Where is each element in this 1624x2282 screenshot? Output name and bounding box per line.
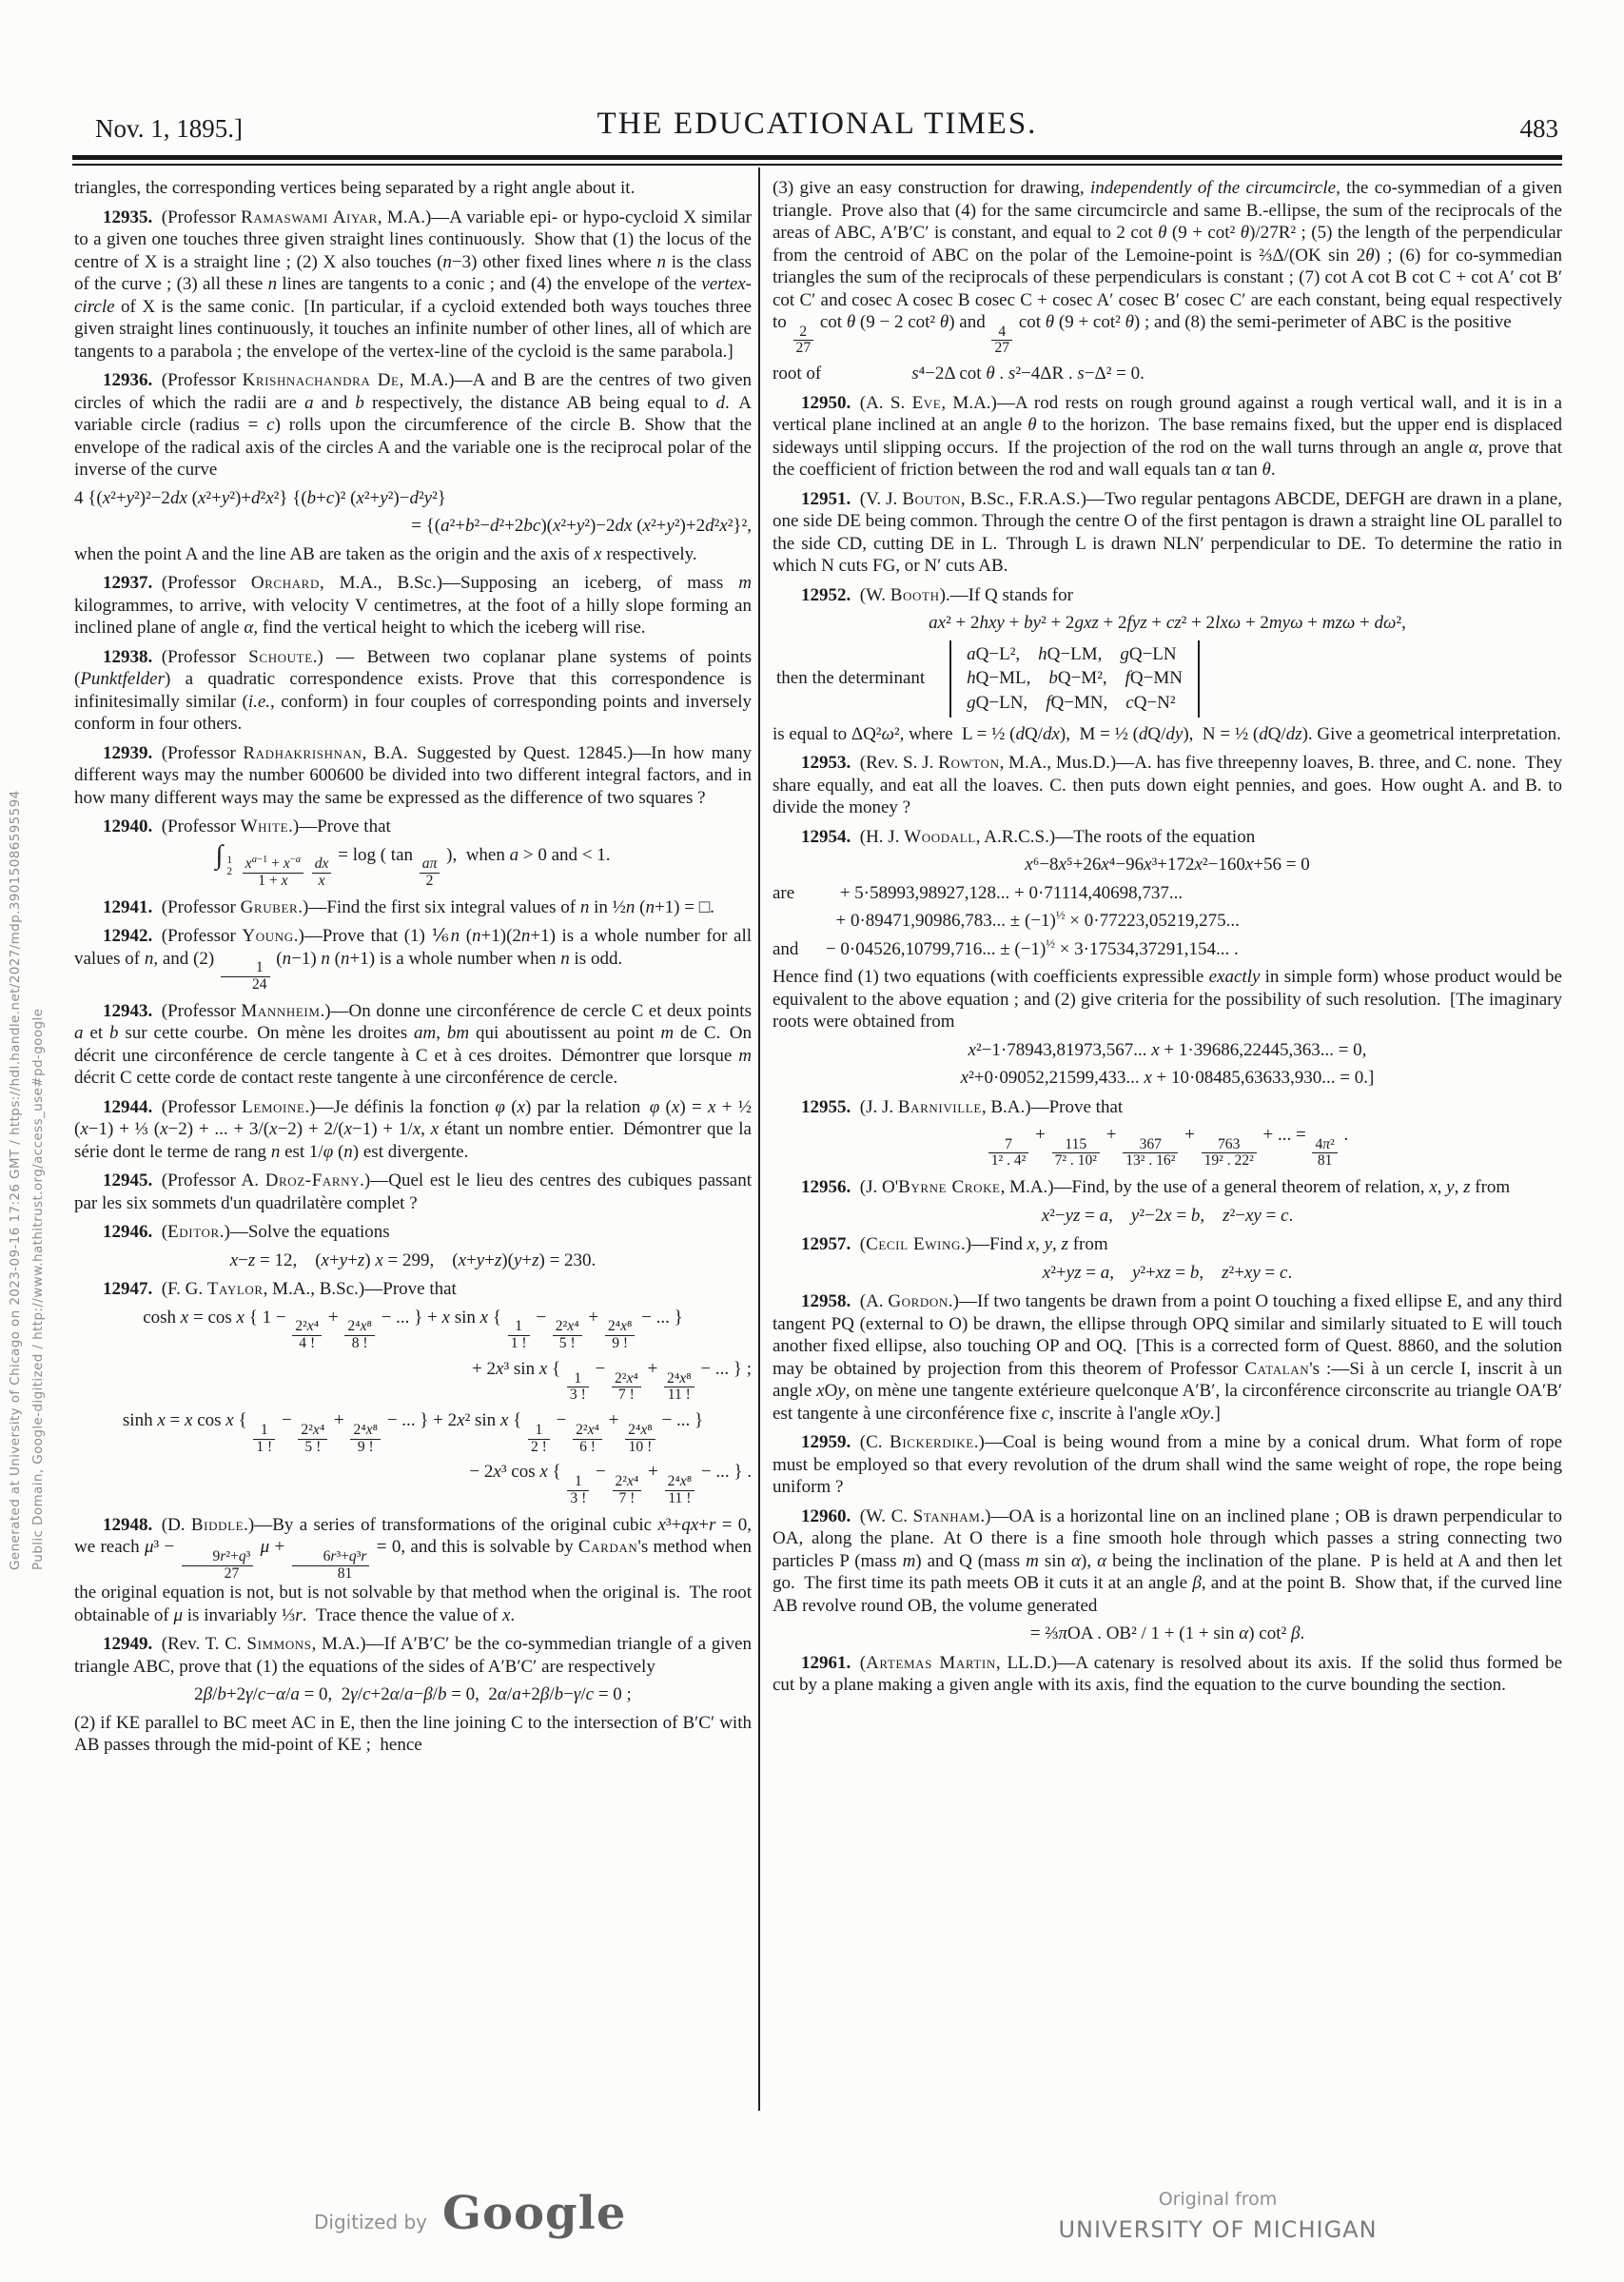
institution-label: UNIVERSITY OF MICHIGAN	[1058, 2216, 1378, 2243]
paragraph: 12944. (Professor Lemoine.)—Je définis la fonction φ (x) par la relation φ (x) = x + ½ (x−1) + ⅓ (x−2) + ... + 3/(x−2) + 2/(x−1) + 1/x, x étant un nombre entier. Démontrer que la série dont le terme de rang n est 1/φ (n) est divergente.	[74, 1096, 752, 1162]
column-left	[74, 177, 752, 1757]
paragraph: 12947. (F. G. Taylor, M.A., B.Sc.)—Prove that	[103, 1279, 457, 1300]
formula-line: = ⅔πOA . OB² / 1 + (1 + sin α) cot² β.	[1029, 1623, 1305, 1644]
paragraph: triangles, the corresponding vertices being separated by a right angle about it.	[74, 178, 636, 198]
paragraph: 12945. (Professor A. Droz-Farny.)—Quel est le lieu des centres des cubiques passant par les six sommets d'un quadrilatère complet ?	[74, 1171, 752, 1213]
determinant-row: aQ−L², hQ−LM, gQ−LN	[967, 643, 1177, 664]
paragraph: when the point A and the line AB are taken as the origin and the axis of x respectively.	[74, 543, 697, 564]
paragraph: 12942. (Professor Young.)—Prove that (1) ⅙n (n+1)(2n+1) is a whole number for all values of n, and (2) $\frac{1}{24}$ (n−1) n (n+1) is a whole number when n is odd.	[74, 926, 753, 993]
paragraph: 12959. (C. Bickerdike.)—Coal is being wound from a mine by a conical drum. What form of rope must be employed so that every revolution of the drum shall wind the same weight of rope, the rope being uniform ?	[773, 1432, 1562, 1498]
column-divider	[758, 167, 760, 2111]
paragraph: 12955. (J. J. Barniville, B.A.)—Prove that	[801, 1096, 1124, 1117]
formula-line: x−z = 12, (x+y+z) x = 299, (x+y+z)(y+z) = 230.	[229, 1249, 597, 1270]
determinant-matrix	[949, 640, 1200, 718]
formula-line: ax² + 2hxy + by² + 2gxz + 2fyz + cz² + 2lxω + 2myω + mzω + dω²,	[929, 613, 1406, 634]
formula-line: $\frac{7}{\text{1² . 4²}}$ + $\frac{115}{\text{7² . 10²}}$ + $\frac{367}{\text{13² . 16²}}$ + $\frac{763}{\text{19² . 22²}}$ + ... = $\frac{\text{4π²}}{81}$ .	[773, 1124, 1562, 1170]
header-rule-thin	[72, 164, 1562, 166]
page-number: 483	[1519, 114, 1558, 143]
formula-line: cosh x = cos x { 1 − $\frac{\text{2²x⁴}}{4 !}$ + $\frac{\text{2⁴x⁸}}{8 !}$ − ... } + x sin x { $\frac{1}{1 !}$ − $\frac{\text{2²x⁴}}{5 !}$ + $\frac{\text{2⁴x⁸}}{9 !}$ − ... }	[143, 1307, 683, 1352]
sidebar-watermark-line-2: Public Domain, Google-digitized / http://www.hathitrust.org/access_use#pd-google	[30, 1008, 46, 1570]
determinant-formula	[776, 640, 1562, 718]
formula-line: − 2x³ cos x { $\frac{1}{3 !}$ − $\frac{\text{2²x⁴}}{7 !}$ + $\frac{\text{2⁴x⁸}}{11 !}$ − ... } .	[469, 1462, 752, 1506]
formula-line: x²−1·78943,81973,567... x + 1·39686,22445,363... = 0,	[968, 1039, 1367, 1060]
paragraph: 12948. (D. Biddle.)—By a series of transformations of the original cubic x³+qx+r = 0, we reach μ³ − $\frac{\text{9r²+q³}}{27}$ μ + $\frac{\text{6r³+q³r}}{81}$ = 0, and this is solvable by Cardan's method when the original equation is not, but is not solvable by that method when the original is. The root obtainable of μ is invariably ⅓r. Trace thence the value of x.	[74, 1514, 753, 1625]
formula-line: 4 {(x²+y²)²−2dx (x²+y²)+d²x²} {(b+c)² (x²+y²)−d²y²}	[74, 487, 446, 508]
issue-date: Nov. 1, 1895.]	[95, 114, 243, 143]
paragraph: 12938. (Professor Schoute.) — Between two coplanar plane systems of points (Punktfelder) a quadratic correspondence exists. Prove that this correspondence is infinitesimally similar (i.e., conform) in four couples of corresponding points and inversely conform in four others.	[74, 646, 752, 734]
footer-original	[1023, 2189, 1413, 2243]
paragraph: 12946. (Editor.)—Solve the equations	[103, 1222, 390, 1243]
paragraph: 12937. (Professor Orchard, M.A., B.Sc.)—Supposing an iceberg, of mass m kilogrammes, to arrive, with velocity V centimetres, at the foot of a hilly slope forming an inclined plane of angle α, find the vertical height to which the iceberg will rise.	[74, 573, 752, 638]
formula-line: 2β/b+2γ/c−α/a = 0, 2γ/c+2α/a−β/b = 0, 2α/a+2β/b−γ/c = 0 ;	[194, 1684, 632, 1705]
paragraph: Hence find (1) two equations (with coefficients expressible exactly in simple form) whose product would be equivalent to the above equation ; and (2) give criteria for the possibility of such resolution. [The imaginary roots were obtained from	[773, 967, 1562, 1033]
paragraph: (3) give an easy construction for drawing, independently of the circumcircle, the co-symmedian of a given triangle. Prove also that (4) for the same circumcircle and same B.-ellipse, the sum of the reciprocals of the areas of ABC, A′B′C′ is constant, and equal to 2 cot θ (9 + cot² θ)/27R² ; (5) the length of the perpendicular from the centroid of ABC on the polar of the Lemoine-point is ⅔Δ/(OK sin 2θ) ; (6) for co-symmedian triangles the sum of the reciprocals of these perpendiculars is constant ; (7) cot A cot B cot C + cot A′ cot B′ cot C′ and cosec A cosec B cosec C + cosec A′ cosec B′ cosec C′ are each constant, being equal respectively to $\frac{2}{27}$ cot θ (9 − 2 cot² θ) and $\frac{4}{27}$ cot θ (9 + cot² θ) ; and (8) the semi-perimeter of ABC is the positive	[773, 178, 1562, 357]
formula-line: are + 5·58993,98927,128... + 0·71114,40698,737...	[773, 882, 1184, 903]
formula-line: sinh x = x cos x { $\frac{1}{1 !}$ − $\frac{\text{2²x⁴}}{5 !}$ + $\frac{\text{2⁴x⁸}}{9 !}$ − ... } + 2x² sin x { $\frac{1}{2 !}$ − $\frac{\text{2²x⁴}}{6 !}$ + $\frac{\text{2⁴x⁸}}{10 !}$ − ... }	[122, 1410, 704, 1455]
paragraph: 12949. (Rev. T. C. Simmons, M.A.)—If A′B′C′ be the co-symmedian triangle of a given triangle ABC, prove that (1) the equations of the sides of A′B′C′ are respectively	[74, 1634, 752, 1677]
paragraph: 12956. (J. O'Byrne Croke, M.A.)—Find, by the use of a general theorem of relation, x, y, z from	[801, 1177, 1511, 1198]
formula-line: = {(a²+b²−d²+2bc)(x²+y²)−2dx (x²+y²)+2d²x²}²,	[411, 516, 752, 536]
formula-line: + 2x³ sin x { $\frac{1}{3 !}$ − $\frac{\text{2²x⁴}}{7 !}$ + $\frac{\text{2⁴x⁸}}{11 !}$ − ... } ;	[472, 1359, 752, 1404]
column-right	[773, 177, 1562, 1697]
paragraph: 12943. (Professor Mannheim.)—On donne une circonférence de cercle C et deux points a et b sur cette courbe. On mène les droites am, bm qui aboutissent au point m de C. On décrit une circonférence de cercle tangente à C et à ces droites. Démontrer que lorsque m décrit C cette corde de contact reste tangente à une circonférence de cercle.	[74, 1000, 753, 1089]
paragraph: 12950. (A. S. Eve, M.A.)—A rod rests on rough ground against a rough vertical wall, and it is in a vertical plane inclined at an angle θ to the horizon. The base remains fixed, but the upper end is displaced sideways until slipping occurs. If the projection of the rod on the wall turns through an angle α, prove that the coefficient of friction between the rod and wall equals tan α tan θ.	[773, 392, 1562, 481]
original-from-label: Original from	[1158, 2189, 1278, 2210]
header-rule-thick	[72, 155, 1562, 160]
formula-line: + 0·89471,90986,783... ± $(-1)^{\frac{1}{2}} \times 0\cdot 77223,05219,275$...	[773, 907, 1240, 932]
footer-digitized	[314, 2187, 626, 2240]
google-logo: Google	[442, 2187, 627, 2240]
paragraph: 12940. (Professor White.)—Prove that	[103, 816, 391, 836]
paragraph: 12951. (V. J. Bouton, B.Sc., F.R.A.S.)—Two regular pentagons ABCDE, DEFGH are drawn in a plane, one side DE being common. Through the centre O of the first pentagon is drawn a straight line OL parallel to the side CD, cutting DE in L. Through L is drawn NLN′ perpendicular to DE. To determine the ratio in which N cuts FG, or N′ cuts AB.	[773, 488, 1562, 577]
formula-line: and − 0·04526,10799,716... ± $(-1)^{\frac{1}{2}} \times 3\cdot 17534,37291,154$... .	[773, 935, 1239, 959]
paragraph: is equal to ΔQ²ω², where L = ½ (dQ/dx), M = ½ (dQ/dy), N = ½ (dQ/dz). Give a geometrical interpretation.	[773, 723, 1561, 744]
page-title: THE EDUCATIONAL TIMES.	[597, 107, 1038, 141]
paragraph: 12936. (Professor Krishnachandra De, M.A.)—A and B are the centres of two given circles of which the radii are a and b respectively, the distance AB being equal to d. A variable circle (radius = c) rolls upon the circumference of the circle B. Show that the envelope of the radical axis of the circles A and the variable one is the reciprocal polar of the inverse of the curve	[74, 370, 753, 480]
page-header	[74, 105, 1560, 154]
sidebar-watermark-line-1: Generated at University of Chicago on 2023-09-16 17:26 GMT / https://hdl.handle.net/2027/mdp.39015086595594	[8, 790, 23, 1570]
formula-line: x²−yz = a, y²−2x = b, z²−xy = c.	[1041, 1205, 1294, 1226]
paragraph: 12952. (W. Booth).—If Q stands for	[801, 584, 1073, 605]
paragraph: 12935. (Professor Ramaswami Aiyar, M.A.)—A variable epi- or hypo-cycloid X similar to a given one touches three given straight lines continuously. Show that (1) the locus of the centre of X is a straight line ; (2) X also touches (n−3) other fixed lines where n is the class of the curve ; (3) all these n lines are tangents to a conic ; and (4) the envelope of the vertex-circle of X is the same conic. [In particular, if a cycloid extended both ways touches three given straight lines continuously, it touches an infinite number of other lines, all of which are tangents to a parabola ; the envelope of the vertex-line of the cycloid is the same parabola.]	[74, 207, 753, 362]
paragraph: 12961. (Artemas Martin, LL.D.)—A catenary is resolved about its axis. If the solid thus formed be cut by a plane making a given angle with its axis, find the equation to the curve bounding the section.	[773, 1652, 1562, 1696]
paragraph: (2) if KE parallel to BC meet AC in E, then the line joining C to the intersection of B′C′ with AB passes through the mid-point of KE ; hence	[74, 1712, 752, 1756]
determinant-label: then the determinant	[776, 668, 926, 689]
formula-line: ∫ 1 2 $\frac{x^{a-1} + x^{-a}}{1 + x}$ $\frac{dx}{x}$ = log ( tan $\frac{a\pi}{2}$ ), when a > 0 and < 1.	[215, 839, 611, 889]
paragraph: 12960. (W. C. Stanham.)—OA is a horizontal line on an inclined plane ; OB is drawn perpendicular to OA, along the plane. At O there is a fine smooth hole through which passes a string connecting two particles P (mass m) and Q (mass m sin α), α being the inclination of the plane. P is held at A and then let go. The first time its path meets OB it cuts it at an angle β, and at the point B. Show that, if the curved line AB revolve round OB, the volume generated	[773, 1505, 1562, 1616]
determinant-row: hQ−ML, bQ−M², fQ−MN	[967, 668, 1183, 689]
formula-line: x²+yz = a, y²+xz = b, z²+xy = c.	[1042, 1262, 1293, 1283]
formula-line: x⁶−8x⁵+26x⁴−96x³+172x²−160x+56 = 0	[1025, 855, 1310, 875]
paragraph: 12958. (A. Gordon.)—If two tangents be drawn from a point O touching a fixed ellipse E, and any third tangent PQ (external to O) be drawn, the ellipse through OPQ similar and similarly situated to E will touch another fixed ellipse, also touching OP and OQ. [This is a corrected form of Quest. 8860, and the solution may be obtained by projection from this theorem of Professor Catalan's :—Si à un cercle I, inscrit à un angle xOy, on mène une tangente extérieure quelconque A′B′, la circonférence circonscrite au triangle OA′B′ est tangente à une circonférence fixe c, inscrite à l'angle xOy.]	[773, 1291, 1562, 1424]
formula-line: x²+0·09052,21599,433... x + 10·08485,63633,930... = 0.]	[960, 1068, 1375, 1089]
paragraph: 12957. (Cecil Ewing.)—Find x, y, z from	[801, 1234, 1108, 1255]
digitized-by-label: Digitized by	[314, 2211, 427, 2233]
paragraph: 12953. (Rev. S. J. Rowton, M.A., Mus.D.)—A. has five threepenny loaves, B. three, and C. none. They share equally, and eat all the loaves. C. then puts down eight pennies, and goes. How ought A. and B. to divide the money ?	[773, 753, 1562, 818]
formula-line: root of s⁴−2Δ cot θ . s²−4ΔR . s−Δ² = 0.	[773, 364, 1145, 384]
paragraph: 12941. (Professor Gruber.)—Find the first six integral values of n in ½n (n+1) = □.	[103, 896, 714, 917]
determinant-row: gQ−LN, fQ−MN, cQ−N²	[967, 692, 1176, 713]
paragraph: 12939. (Professor Radhakrishnan, B.A. Suggested by Quest. 12845.)—In how many different ways may the number 600600 be divided into two different integral factors, and in how many different ways may the same be expressed as the difference of two squares ?	[74, 742, 752, 808]
paragraph: 12954. (H. J. Woodall, A.R.C.S.)—The roots of the equation	[801, 826, 1256, 847]
